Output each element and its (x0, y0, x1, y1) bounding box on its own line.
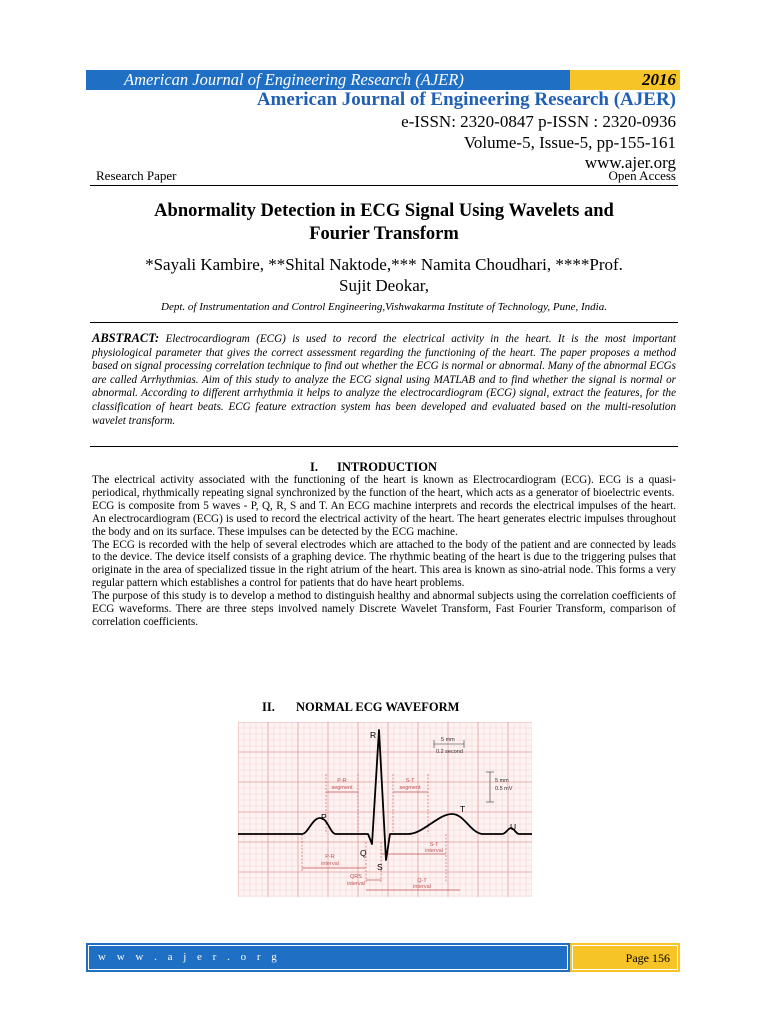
footer-website-link[interactable]: w w w . a j e r . o r g (98, 951, 281, 963)
section-1-number: I. (310, 460, 318, 474)
qrs-interval-label: QRS (350, 874, 362, 880)
paper-title (100, 200, 668, 246)
ecg-waveform-figure (238, 722, 532, 897)
wave-label-s: S (377, 862, 383, 872)
introduction-body (92, 474, 676, 629)
pr-interval-label: P-R (325, 854, 335, 860)
intro-paragraph: The ECG is recorded with the help of several electrodes which are attached to the body of the patient and are connected by leads to the device. The device itself consists of a graphing device. The rhythmic beating of the heart is due to the triggering pulses that originate in the area of specialized tissue in the right atrium of the heart. This area is known as sino-atrial node. This forms a very regular pattern which establishes a control for patients that do have heart problems. (92, 538, 676, 590)
volume-line: Volume-5, Issue-5, pp-155-161 (463, 133, 676, 152)
wave-label-r: R (370, 730, 377, 740)
qt-interval-label: interval (413, 884, 431, 890)
authors-line-2: Sujit Deokar, (339, 276, 429, 295)
scale-time-label: 0.2 second (436, 749, 463, 755)
pr-interval-label: interval (321, 861, 339, 867)
abstract-divider-bottom (90, 446, 678, 447)
scale-volt-label: 0.5 mV (495, 786, 513, 792)
paper-type-label: Research Paper (96, 168, 177, 183)
pr-segment-label: segment (331, 785, 353, 791)
scale-volt-label: 5 mm (495, 778, 509, 784)
authors-line-1: *Sayali Kambire, **Shital Naktode,*** Namita Choudhari, ****Prof. (145, 255, 623, 274)
banner-year: 2016 (642, 70, 676, 89)
scale-time-label: 5 mm (441, 737, 455, 743)
st-segment-label: S-T (405, 778, 415, 784)
st-interval-label: interval (425, 848, 443, 854)
ecg-grid (238, 722, 532, 897)
journal-name: American Journal of Engineering Research (AJER) (256, 89, 676, 110)
intro-paragraph: ECG is composite from 5 waves - P, Q, R, S and T. An ECG machine interprets and records the electrical impulses of the heart. An electrocardiogram (ECG) is used to record the electrical activity of the heart. The heart generates electric impulses throughout the body and on its surface. These impulses can be detected by the ECG machine. (92, 499, 676, 538)
journal-website-link[interactable]: www.ajer.org (584, 153, 676, 172)
affiliation: Dept. of Instrumentation and Control Engineering,Vishwakarma Institute of Technology, Pune, India. (161, 301, 607, 313)
abstract-text: Electrocardiogram (ECG) is used to record the electrical activity in the heart. It is the most important physiological parameter that gives the correct assessment regarding the functioning of the heart. The paper proposes a method based on signal processing correlation technique to find out whether the ECG is normal or abnormal. Many of the abnormal ECGs are called Arrhythmias. Aim of this study to analyze the ECG signal using MATLAB and to find whether the signal is normal or abnormal. According to different arrhythmia it helps to analyze the electrocardiogram (ECG) signal, extract the features, for the classification of heart beats. ECG feature extraction system has been developed and evaluated based on the multi-resolution wavelet transform. (92, 333, 676, 427)
section-2-number: II. (262, 700, 275, 714)
st-interval-label: S-T (429, 842, 439, 848)
title-line-2: Fourier Transform (309, 224, 459, 244)
intro-paragraph: The purpose of this study is to develop a method to distinguish healthy and abnormal subjects using the correlation coefficients of ECG waveforms. There are three steps involved namely Discrete Wavelet Transform, Fast Fourier Transform, comparison of correlation coefficients. (92, 590, 676, 628)
abstract-divider-top (90, 322, 678, 323)
author-list (90, 254, 678, 296)
header-divider (90, 185, 678, 186)
pr-segment-label: P-R (337, 778, 347, 784)
intro-paragraph: The electrical activity associated with the functioning of the heart is known as Electrocardiogram (ECG). ECG is a quasi-periodical, rhythmically repeating signal synchronized by the function of the heart, which acts as a generator of bioelectric events. (92, 474, 676, 499)
banner-journal-title: American Journal of Engineering Research (AJER) (124, 70, 464, 89)
wave-label-q: Q (360, 848, 367, 858)
wave-label-u: U (510, 822, 517, 832)
page-number: Page 156 (625, 951, 670, 965)
open-access-label: Open Access (608, 168, 676, 183)
wave-label-p: P (321, 812, 327, 822)
issn-line: e-ISSN: 2320-0847 p-ISSN : 2320-0936 (401, 112, 676, 131)
abstract (92, 332, 676, 428)
abstract-label: ABSTRACT: (92, 331, 160, 345)
section-1-title: INTRODUCTION (337, 460, 438, 474)
qt-interval-label: Q-T (417, 878, 427, 884)
section-2-title: NORMAL ECG WAVEFORM (296, 700, 460, 714)
st-segment-label: segment (399, 785, 421, 791)
wave-label-t: T (460, 804, 466, 814)
ecg-grid-background (238, 722, 532, 897)
qrs-interval-label: interval (347, 881, 365, 887)
title-line-1: Abnormality Detection in ECG Signal Using Wavelets and (154, 201, 614, 221)
